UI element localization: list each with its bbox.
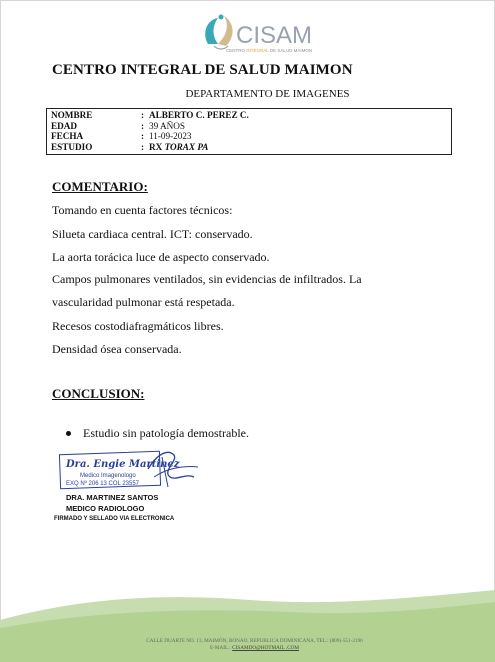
email-link[interactable]: CISAMDO@HOTMAIL .COM (232, 645, 300, 651)
svg-text:Medico Imagenologo: Medico Imagenologo (80, 473, 136, 479)
conclusion-item: Estudio sin patología demostrable. (83, 426, 249, 440)
logo-subtitle: CENTRO INTEGRAL DE SALUD MAIMON (226, 48, 313, 53)
cisam-logo (196, 14, 316, 56)
footer-address: CALLE DUARTE NO. 13, MAIMÓN, BONAO, REPUBLICA DOMINICANA, TEL.: (809)-551-2196 (146, 638, 363, 644)
comment-heading: COMENTARIO: (52, 179, 148, 194)
logo-wordmark: CISAM (236, 22, 313, 49)
info-row-study: ESTUDIO : RX TORAX PA (51, 142, 209, 152)
comment-line: Recesos costodiafragmáticos libres. (52, 319, 224, 333)
department-name: DEPARTAMENTO DE IMAGENES (185, 88, 350, 100)
patient-name: ALBERTO C. PEREZ C. (149, 110, 249, 120)
info-row-name: NOMBRE : ALBERTO C. PEREZ C. (51, 110, 249, 120)
footer-email: E-MAIL.: CISAMDO@HOTMAIL .COM (209, 645, 300, 651)
signature-stamp (58, 447, 208, 493)
comment-line: Campos pulmonares ventilados, sin evidencias de infiltrados. La (52, 272, 362, 286)
comment-line: Silueta cardiaca central. ICT: conservado. (52, 227, 253, 241)
signature-note: FIRMADO Y SELLADO VIA ELECTRONICA (54, 516, 175, 522)
conclusion-heading: CONCLUSION: (52, 386, 145, 401)
svg-text:EXQ Nº 206 13 COL 23557: EXQ Nº 206 13 COL 23557 (66, 481, 140, 487)
study-type: RX TORAX PA (149, 142, 209, 152)
svg-text:Dra. Engie Martinez: Dra. Engie Martinez (66, 459, 180, 470)
comment-line: vascularidad pulmonar está respetada. (52, 295, 235, 309)
patient-age: 39 AÑOS (149, 120, 185, 131)
info-row-age: EDAD : 39 AÑOS (51, 120, 185, 131)
comment-line: Densidad ósea conservada. (52, 342, 182, 356)
doctor-name: DRA. MARTINEZ SANTOS (66, 493, 159, 502)
footer-wave (0, 590, 495, 662)
doctor-role: MEDICO RADIOLOGO (66, 504, 145, 513)
bullet-icon (66, 431, 71, 436)
study-date: 11-09-2023 (149, 131, 192, 141)
patient-info-box (46, 108, 452, 155)
comment-line: Tomando en cuenta factores técnicos: (52, 203, 233, 217)
document-title: CENTRO INTEGRAL DE SALUD MAIMON (52, 62, 353, 78)
info-row-date: FECHA : 11-09-2023 (51, 131, 192, 141)
comment-line: La aorta torácica luce de aspecto conservado. (52, 250, 270, 264)
